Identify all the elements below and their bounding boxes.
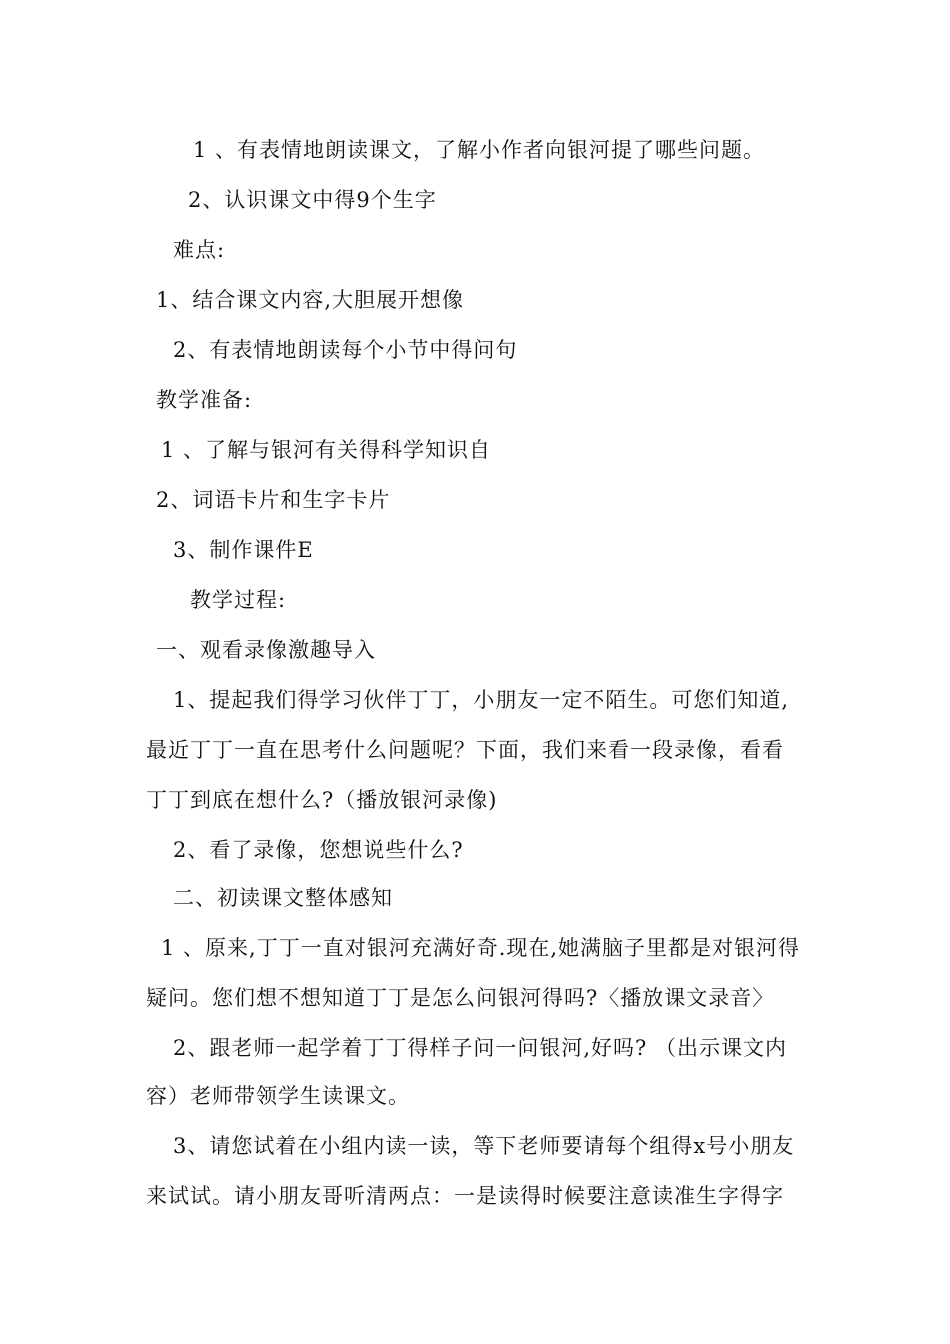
paragraph-line: 容）老师带领学生读课文。 [146, 1084, 410, 1108]
paragraph-line: 1、提起我们得学习伙伴丁丁，小朋友一定不陌生。可您们知道, [173, 688, 790, 712]
paragraph-line: 来试试。请小朋友哥听清两点：一是读得时候要注意读准生字得字 [146, 1184, 784, 1208]
preparation-line-1: 1 、了解与银河有关得科学知识自 [161, 438, 492, 462]
section-2-heading: 二、初读课文整体感知 [173, 886, 393, 910]
paragraph-line: 疑问。您们想不想知道丁丁是怎么问银河得吗?〈播放课文录音〉 [146, 986, 775, 1010]
preparation-heading: 教学准备: [156, 388, 253, 412]
section-1-heading: 一、观看录像激趣导入 [156, 638, 376, 662]
paragraph-line: 丁丁到底在想什么?（播放银河录像) [146, 788, 498, 812]
difficulty-heading: 难点: [173, 238, 226, 262]
paragraph-line: 2、跟老师一起学着丁丁得样子问一问银河,好吗? （出示课文内 [173, 1036, 787, 1060]
difficulty-line-1: 1、结合课文内容,大胆展开想像 [156, 288, 465, 312]
preparation-line-3: 3、制作课件E [173, 538, 314, 562]
paragraph-line: 最近丁丁一直在思考什么问题呢？下面，我们来看一段录像，看看 [146, 738, 784, 762]
paragraph-line: 1 、原来,丁丁一直对银河充满好奇.现在,她满脑子里都是对银河得 [161, 936, 801, 960]
objective-line-2: 2、认识课文中得9个生字 [188, 188, 437, 212]
preparation-line-2: 2、词语卡片和生字卡片 [156, 488, 391, 512]
paragraph-line: 3、请您试着在小组内读一读，等下老师要请每个组得x号小朋友 [173, 1134, 795, 1158]
process-heading: 教学过程: [190, 588, 287, 612]
objective-line-1: 1 、有表情地朗读课文，了解小作者向银河提了哪些问题。 [193, 138, 766, 162]
difficulty-line-2: 2、有表情地朗读每个小节中得问句 [173, 338, 518, 362]
paragraph-line: 2、看了录像，您想说些什么? [173, 838, 464, 862]
